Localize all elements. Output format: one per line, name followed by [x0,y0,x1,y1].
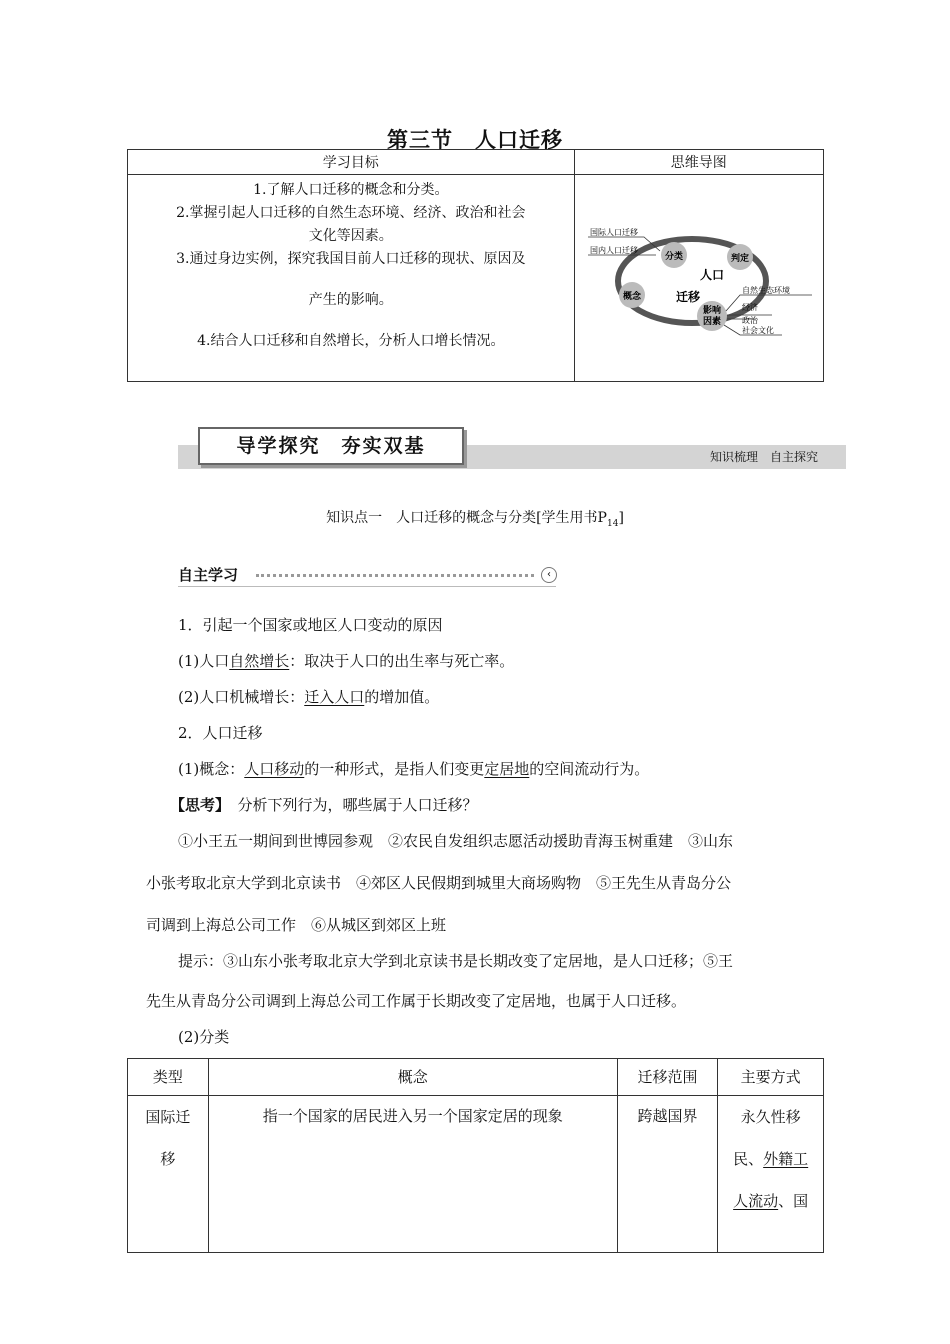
table-cell: 永久性移 民、外籍工 人流动、国 [718,1096,824,1253]
center-label: 迁移 [675,290,700,304]
concept-label: 概念 [622,292,641,302]
goal-line: 1.了解人口迁移的概念和分类。 [253,182,449,198]
objectives-cell [128,175,575,382]
paragraph: (1)概念：人口移动的一种形式，是指人们变更定居地的空间流动行为。 [178,760,650,778]
objectives-table [127,149,824,382]
kp-text: 知识点一 人口迁移的概念与分类[学生用书P [326,510,607,526]
table-cell: 指一个国家的居民进入另一个国家定居的现象 [208,1096,617,1253]
answer-blank: 人流动 [733,1192,779,1210]
factor-label: 影响 [702,306,721,316]
paragraph: 2．人口迁移 [178,724,263,742]
answer-blank: 定居地 [484,760,530,778]
paragraph: (1)人口自然增长：取决于人口的出生率与死亡率。 [178,652,515,670]
factor-item: 社会文化 [741,326,774,335]
goal-line: 文化等因素。 [308,228,393,244]
table-cell: 跨越国界 [617,1096,718,1253]
answer-blank: 外籍工 [763,1150,809,1168]
answer-blank: 迁入人口 [304,688,365,706]
hint-line: 提示：③山东小张考取北京大学到北京读书是长期改变了定居地，是人口迁移；⑤王 [178,952,734,970]
mindmap-header: 思维导图 [574,150,823,175]
center-label: 人口 [699,268,724,282]
self-study-heading: 自主学习 [178,566,239,584]
classify-item: 国内人口迁移 [589,246,638,255]
factor-item: 政治 [741,316,758,325]
goal-line: 2.掌握引起人口迁移的自然生态环境、经济、政治和社会 [176,205,526,221]
think-line: 小张考取北京大学到北京读书 ④郊区人民假期到城里大商场购物 ⑤王先生从青岛分公 [146,874,732,892]
answer-blank: 人口移动 [244,760,305,778]
table-header: 主要方式 [718,1059,824,1096]
paragraph: (2)分类 [178,1028,230,1046]
heading-underline [178,586,556,587]
think-line: ①小王五一期间到世博园参观 ②农民自发组织志愿活动援助青海玉树重建 ③山东 [178,832,734,850]
chevron-left-icon: ‹ [541,567,557,583]
paragraph: (2)人口机械增长：迁入人口的增加值。 [178,688,440,706]
goal-line: 4.结合人口迁移和自然增长，分析人口增长情况。 [197,333,505,349]
table-row [128,1096,824,1253]
mindmap-diagram [584,211,814,341]
factor-label: 因素 [702,317,721,327]
judge-label: 判定 [730,254,749,264]
classification-table [127,1058,824,1253]
kp-sub: 14 [606,518,619,529]
hint-line: 先生从青岛分公司调到上海总公司工作属于长期改变了定居地，也属于人口迁移。 [146,992,687,1010]
classify-label: 分类 [664,252,683,262]
table-cell: 国际迁 移 [128,1096,209,1253]
section-banner-subtitle: 知识梳理 自主探究 [710,450,819,464]
paragraph: 1．引起一个国家或地区人口变动的原因 [178,616,443,634]
factor-item: 经济 [741,303,758,312]
think-line: 司调到上海总公司工作 ⑥从城区到郊区上班 [146,916,447,934]
knowledge-point-heading [0,507,950,529]
kp-end: ] [618,510,624,526]
section-banner-title: 导学探究 夯实双基 [198,427,464,465]
objectives-header: 学习目标 [128,150,575,175]
mindmap-cell [574,175,823,382]
dotted-divider [256,574,534,577]
classify-item: 国际人口迁移 [589,228,638,237]
table-header: 概念 [208,1059,617,1096]
answer-blank: 自然增长 [229,652,290,670]
table-header: 迁移范围 [617,1059,718,1096]
table-header: 类型 [128,1059,209,1096]
think-question: 【思考】 分析下列行为，哪些属于人口迁移？ [170,796,478,814]
goal-line: 3.通过身边实例，探究我国目前人口迁移的现状、原因及 [176,251,526,267]
factor-item: 自然生态环境 [741,286,790,295]
think-label: 【思考】 [170,796,223,814]
page-title: 第三节 人口迁移 [387,128,563,152]
goal-line: 产生的影响。 [308,292,393,308]
